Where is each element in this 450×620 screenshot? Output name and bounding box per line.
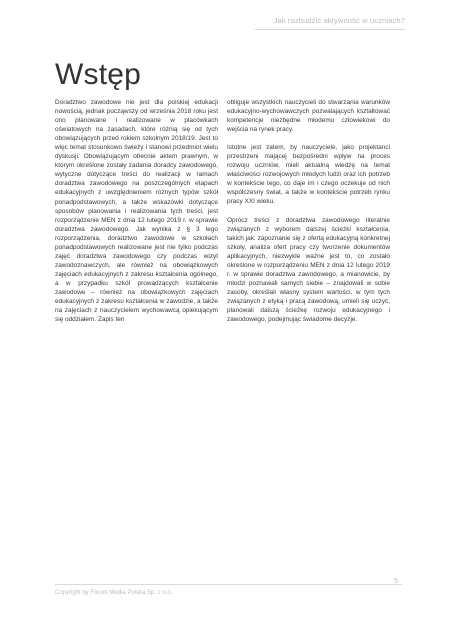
page-title: Wstęp [55, 58, 142, 91]
running-header [274, 16, 405, 25]
running-title: Jak rozbudzić aktywność w uczniach? [273, 16, 405, 25]
paragraph: Oprócz treści z doradztwa zawodowego literalnie związanych z wyborem dalszej ścieżki kształcenia, takich jak: zapoznanie się z ofertą edukacyjną konkretnej szkoły, analiza ofert pracy czy tworzenie dokumentów aplikacyjnych, niezwykle ważne jest to, co zostało określone w rozporządzeniu MEN z dnia 12 lutego 2019 r. w sprawie doradztwa zawodowego, a mianowicie, by młodzi poznawali samych siebie – znajdowali w sobie zasoby, określali własny system wartości, w tym tych związanych z etyką i pracą zawodową, umieli się uczyć, planowali dalszą ścieżkę rozwoju edukacyjnego i zawodowego, podejmując świadome decyzje. [227, 216, 390, 324]
paragraph: Doradztwo zawodowe nie jest dla polskiej edukacji nowością, jednak począwszy od września 2018 roku jest ono planowane i realizowane w placówkach oświatowych na zasadach, które różnią się od tych obowiązujących przed rokiem szkolnym 2018/19. Jest to więc temat stosunkowo świeży i stanowi przedmiot wielu dyskusji. Obowiązującym obecnie aktem prawnym, w którym określone zostały zadania doradcy zawodowego, wytyczne dotyczące treści do realizacji w ramach doradztwa zawodowego na poszczególnych etapach edukacyjnych z uwzględnieniem różnych typów szkół ponadpodstawowych, a także wskazówki dotyczące sposobów planowania i realizowania tych treści, jest rozporządzenie MEN z dnia 12 lutego 2019 r. w sprawie doradztwa zawodowego. Jak wynika z § 3 tego rozporządzenia, doradztwo zawodowe w szkołach ponadpodstawowych realizowane jest nie tylko podczas zajęć doradztwa zawodowego czy podczas wizyt zawodoznawczych, ale również na obowiązkowych zajęciach edukacyjnych z zakresu kształcenia ogólnego, a w przypadku szkół prowadzących kształcenie zawodowe – również na obowiązkowych zajęciach edukacyjnych z zakresu kształcenia w zawodzie, a także na zajęciach z nauczycielem wychowawcą opiekującym się oddziałem. Zapis ten [55, 99, 218, 324]
right-column [227, 98, 390, 333]
copyright-notice: Copyright by Forum Media Polska Sp. z o.o. [55, 590, 173, 596]
left-column [55, 98, 218, 333]
body-columns [55, 98, 390, 333]
header-divider [255, 29, 405, 30]
paragraph: obliguje wszystkich nauczycieli do stwarzania warunków edukacyjno-wychowawczych pozwalających kształtować kompetencje niezbędne młodemu człowiekowi do wejścia na rynek pracy. [227, 99, 390, 134]
page-number: 5 [394, 578, 398, 585]
paragraph: Istotne jest zatem, by nauczyciele, jako projektanci przestrzeni mającej bezpośredni wpływ na proces rozwoju uczniów, mieli aktualną wiedzę na temat właściwości rozwojowych młodych ludzi oraz ich potrzeb w kontekście tego, co daje im i czego oczekuje od nich współczesny świat, a także w kontekście potrzeb rynku pracy XXI wieku. [227, 144, 390, 206]
footer-divider [55, 584, 402, 585]
